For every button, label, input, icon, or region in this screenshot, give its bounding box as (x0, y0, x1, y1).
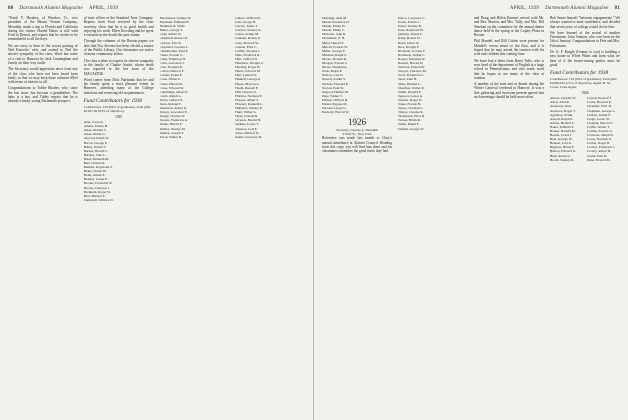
contributor-name: Campbell, Wallace D. (83, 197, 114, 202)
contributor-name: Rice, Dwight F. (398, 44, 420, 49)
contributor-name: Jones, Herbert W. (235, 130, 260, 135)
contributor-name: Cook, Walter P. (159, 77, 181, 82)
contributor-name: Miller, George F. (322, 48, 346, 53)
contributor-name: Harding, Roger B. (235, 65, 261, 70)
contributor-name: Adams, Emery B. (83, 124, 109, 129)
contributor-name: Reed, Albert N. (398, 40, 420, 45)
contributor-name: Sears, Paul H. (398, 77, 418, 82)
contributor-name: Page, Walter T. (322, 93, 343, 98)
contributor-name: Dewey, Lawrence E. (159, 110, 188, 115)
contributor-name: Porter, Edwin J. (398, 20, 420, 25)
contributor-name: Dunbar, Joseph T. (159, 130, 184, 135)
right-col4-para: Dr. G. F. Knight (Granny to you) is building a new house in White Plains and from what we hear of it the house-raising parties must be good. (550, 50, 620, 67)
contributor-name: Hunt, Walter G. (235, 110, 257, 115)
left-col-2 (84, 16, 154, 416)
contributor-name: Pratt, Raymond H. (398, 28, 424, 33)
contributor-name: Johnson, Carl E. (235, 126, 258, 131)
left-fund-year: 1925 (115, 115, 123, 120)
left-running-head (8, 6, 305, 14)
contributor-name: Osgood, Herbert B. (322, 89, 349, 94)
contributor-name: Dana, Everett M. (587, 157, 611, 162)
contributor-name: Sherman, Walter R. (398, 85, 425, 90)
contributor-name: Scott, Frederick G. (398, 73, 424, 78)
right-columns (322, 16, 620, 416)
left-fund-title: Fund Contributors for 1938 (83, 98, 142, 105)
contributor-name: Pierce, Lawrence C. (398, 16, 426, 20)
contributor-name: Arnold, Ralph E. (550, 116, 574, 121)
contributor-name: Hall, Clifford N. (235, 56, 258, 61)
right-page-number: 81 (614, 6, 620, 11)
contributor-name: Holmes, Norman E. (235, 93, 263, 98)
right-running-head (322, 6, 620, 14)
contributor-name: Moore, Donald K. (322, 56, 347, 61)
contributor-name: Hooper, Albert S. (235, 97, 260, 102)
contributor-name: Allen, Donald S. (83, 128, 107, 133)
contributor-name: Carlson, Eric N. (159, 40, 182, 45)
contributor-name: McAllister, E. B. (322, 36, 346, 41)
contributor-name: Blake, Walter H. (83, 169, 107, 174)
contributor-name: Crosby, Albert H. (587, 149, 611, 154)
contributor-name: Benson, Carl A. (550, 141, 572, 146)
right-fund-name-columns (550, 96, 620, 162)
contributor-name: Gill, George B. (235, 20, 257, 25)
contributor-name: Hamilton, Dwight S. (235, 61, 264, 66)
contributor-name: Hubbard, Stanley P. (235, 106, 263, 111)
contributor-name: Richards, Gordon T. (398, 48, 426, 53)
contributor-name: Hayes, Morton A. (235, 81, 260, 86)
contributor-name: Davis, Gilbert N. (159, 97, 183, 102)
contributor-name: Cobb, Lawrence J. (159, 61, 185, 66)
contributor-name: Curtis, Ralph G. (159, 93, 182, 98)
contributor-name: Nash, Roger P. (322, 69, 343, 74)
contributor-name: Carroll, Preston J. (587, 96, 612, 101)
contributor-name: Cotton, Roger B. (587, 141, 611, 146)
contributor-name: Bacon, George F. (83, 140, 108, 145)
contributor-name: Hart, Lyman W. (235, 73, 257, 78)
left-magazine-title: Dartmouth Alumni Magazine (19, 6, 83, 11)
contributor-name: Mitchell, Ralph S. (322, 52, 347, 57)
contributor-name: Eaton, Walter R. (159, 134, 182, 139)
contributor-name: Brown, Clarence J. (83, 185, 110, 190)
contributor-name: Crane, Harold D. (159, 81, 183, 86)
contributor-name: Heath, Russell F. (235, 85, 259, 90)
contributor-name: Bell, Charles R. (83, 160, 106, 165)
left-col-3 (160, 16, 230, 416)
contributor-name: Dean, Roland T. (159, 101, 182, 106)
left-col3-name-list (160, 16, 230, 139)
left-col2-para: of trust officer at the Standard Trust Company. Reports from Scott received by the class secretary show that he is in good health and enjoying his work. Ellen Dowding and he spent a vacation in the South this past winter. (83, 16, 154, 38)
contributor-name: Bartlett, John L. (83, 152, 106, 157)
right-fund-year: 1926 (581, 91, 589, 96)
class-secretary-byline: Secretary, Charles A. Meredith (336, 128, 378, 133)
left-col1-para: The Secretary would appreciate news from any of the class who have not been heard from lately, so that we may keep these columns filled with items of interest to all. (8, 67, 78, 85)
contributor-name: Stone, Everett B. (398, 101, 422, 106)
contributor-name: Gordon, Stanley K. (235, 28, 262, 33)
contributor-name: Jackson, Harold B. (235, 118, 262, 123)
contributor-name: Martin, Elmer D. (322, 24, 346, 29)
contributor-name: Stearns, Roger W. (398, 97, 423, 102)
contributor-name: Barker, Donald M. (550, 129, 576, 134)
right-col1-name-list (322, 16, 392, 114)
contributor-name: Jenkins, Lewis T. (235, 122, 259, 127)
left-col2-para: The class wishes to express its sincere sympathy to the family of Charlie Austin, whose death was reported in the last issue of the MAGAZINE. (83, 58, 154, 76)
contributor-name: Burnham, Edmund H. (159, 20, 190, 25)
left-col-4 (235, 16, 305, 416)
contributor-name: Robinson, Arthur L. (398, 52, 426, 57)
contributor-name: Gould, Arthur M. (235, 32, 259, 37)
contributor-name: Bigelow, Henry F. (550, 145, 575, 150)
left-page-number: 80 (8, 6, 14, 11)
contributor-name: Bushnell, R. Wells (159, 24, 185, 29)
contributor-name: Burnham, Roger W. (83, 189, 111, 194)
contributor-name: Tuttle, Ralph E. (398, 122, 420, 127)
contributor-name: Dodge, Charles W. (159, 114, 186, 119)
contributor-name: Chandler, Wm. D. (587, 104, 612, 109)
contributor-name: Corey, Norman E. (587, 137, 612, 142)
contributor-name: Hyde, Donald R. (235, 114, 259, 119)
contributor-name: Ames, Philip G. (83, 132, 106, 137)
contributor-name: Dudley, Wesley M. (159, 126, 186, 131)
contributor-name: Thayer, Charles R. (398, 110, 424, 115)
contributor-name: Upham, George W. (398, 126, 425, 131)
contributor-name: Campbell, Robert D. (159, 36, 188, 41)
right-col-1 (322, 16, 392, 416)
contributor-name: Gray, Howard W. (235, 40, 259, 45)
contributor-name: Allen, John R. (550, 100, 570, 105)
contributor-name: Haskell, George P. (235, 77, 261, 82)
contributor-name: Taylor, Norman C. (398, 106, 424, 111)
contributor-name: Mead, Harold T. (322, 40, 345, 45)
right-fund-name-list-b (587, 96, 620, 162)
class-year-heading: 1926 (348, 117, 366, 128)
contributor-name: Barton, Lewis J. (550, 133, 573, 138)
contributor-name: Griffin, Thomas J. (235, 48, 261, 53)
contributor-name: Manning, Alan M. (322, 16, 348, 20)
contributor-name: Anderson, Paul (550, 104, 571, 109)
contributor-name: Norton, Paul W. (322, 85, 344, 90)
right-col-2 (398, 16, 468, 416)
contributor-name: Sawyer, Clarence M. (398, 69, 427, 74)
contributor-name: Shaw, Herbert L. (398, 81, 422, 86)
contributor-name: Merrill, Francis W. (322, 44, 348, 49)
contributor-name: Blair, Robert L. (550, 153, 572, 158)
contributor-name: Hill, Chester D. (235, 89, 257, 94)
contributor-name: Abel, Carol A. (83, 120, 104, 125)
right-col4-para: We have learned of the arrival of another Fitzsimons, John Stanton, who was born on the 5th of January. Congratulations to Pete and Mrs. Fitzsimons. (550, 30, 620, 48)
contributor-name: Bennett, Raymond S. (83, 165, 113, 170)
contributor-name: Baker, William S. (550, 124, 575, 129)
right-col1-para: Reference was made last month to Clary's annual attendance at Alumni Council. Reading from this copy, you will find him there and his classmates remember the good times they had. (322, 136, 392, 154)
contributor-name: Clapp, Lester W. (587, 116, 610, 121)
right-page (314, 0, 628, 420)
contributor-name: Church, Arthur F. (587, 112, 611, 117)
contributor-name: Potter, Stanley B. (398, 24, 422, 29)
contributor-name: Butler, George T. (159, 28, 183, 33)
contributor-name: Chamberlain, Paul F. (159, 48, 189, 53)
left-col-1 (8, 16, 78, 416)
contributor-name: Morse, Wendell A. (322, 65, 348, 70)
right-fund-title: Fund Contributors for 1938 (550, 70, 609, 77)
contributor-name: Morgan, Everett L. (322, 61, 348, 66)
contributor-name: Clark, Winthrop H. (159, 56, 186, 61)
left-col1-para: Congratulations to Tubby Rhodes, who, since the last issue, has become a grandfather. The baby is a boy, and Tubby reports that he is already a husky young Dartmouth prospect. (8, 86, 78, 104)
contributor-name: Booth, Stanley R. (550, 157, 575, 162)
right-col3-para: A number of the men met at dinner during the Winter Carnival weekend in Hanover. It was a fine gathering and everyone present agreed that such meetings should be held more often. (474, 82, 544, 100)
left-fund-subtitle: Contributors: 159 (94% of graduates). Total gifts: $2,637.00 (93% of objective). (83, 105, 151, 114)
contributor-name: Maxwell, John R. (322, 32, 347, 37)
contributor-name: Howard, Kenneth L. (235, 101, 264, 106)
right-col-3 (474, 16, 544, 416)
left-col2-para: Word comes from Dick Fairbanks that he and his family spent a most pleasant winter in Hanover, attending many of the College functions and renewing old acquaintances. (83, 77, 154, 95)
right-issue-date: APRIL, 1939 (509, 6, 540, 11)
contributor-name: Dennison, Arthur K. (159, 106, 188, 111)
contributor-name: Thompson, Eliot D. (398, 114, 425, 119)
right-col2-name-list (398, 16, 468, 131)
right-col-4 (550, 16, 620, 416)
contributor-name: Keith, Lawrence D. (235, 134, 262, 139)
contributor-name: Carpenter, Gordon L. (159, 44, 189, 49)
contributor-name: Cowles, Frederick J. (587, 145, 615, 150)
contributor-name: Russell, Harold D. (398, 61, 424, 66)
contributor-name: Coffin, Walter T. (587, 124, 610, 129)
contributor-name: Nelson, Carl O. (322, 73, 344, 78)
contributor-name: Burchstead, Sydney W. (159, 16, 192, 20)
contributor-name: Sanborn, Edward P. (398, 65, 425, 70)
contributor-name: Peabody, Harold W. (322, 110, 350, 115)
left-columns (8, 16, 305, 416)
contributor-name: Tucker, Hollis R. (398, 118, 422, 123)
contributor-name: Barnes, Harold C. (83, 148, 109, 153)
contributor-name: Beal, George W. (550, 137, 573, 142)
contributor-name: Gilbert, William E. (235, 16, 262, 20)
contributor-name: Rogers, Kenneth W. (398, 56, 426, 61)
contributor-name: Atwood, Ralph W. (83, 136, 109, 141)
contributor-name: Parker, Eugene M. (322, 101, 348, 106)
contributor-name: Bond, Arthur E. (83, 173, 106, 178)
contributor-name: Andrews, Roger T. (550, 108, 576, 113)
contributor-name: Quimby, Ernest F. (398, 32, 423, 37)
left-issue-date: APRIL, 1939 (88, 6, 119, 11)
contributor-name: Clement, Harold C. (587, 120, 614, 125)
left-col1-para: "Frank Y. Hershey, of Windsor, Vt., vice president of the Mount Vernon Company, Meredith, made a trip to Florida and California during the winter. Harold Baker is still with Ford in Detroit, and reports that he wishes to be remembered to all the boys. (8, 16, 78, 42)
contributor-name: Harris, Edward M. (235, 69, 261, 74)
class-secretary-address: 9 Wall St., New York (342, 132, 372, 137)
contributor-name: Graham, Robert E. (235, 36, 261, 41)
contributor-name: Smith, Donald F. (398, 89, 422, 94)
contributor-name: Hale, Frederick R. (235, 52, 261, 57)
contributor-name: Cutler, Paul D. (587, 153, 608, 158)
contributor-name: Nichols, Howard E. (322, 81, 349, 86)
right-col3-para: We have had a letter from Harry Tully, who is now head of the department of English at a large school in Pennsylvania, and who sends word that he hopes to see many of the class at reunion. (474, 58, 544, 80)
contributor-name: Conant, Frank E. (159, 73, 183, 78)
contributor-name: Rand, Robert W. (398, 36, 421, 41)
right-fund-name-list-a (550, 96, 583, 162)
contributor-name: Marsh, Frederick D. (322, 20, 350, 25)
contributor-name: Spencer, Lester A. (398, 93, 423, 98)
right-magazine-title: Dartmouth Alumni Magazine (545, 6, 609, 11)
right-fund-subtitle: Contributors: 159 (90% of graduates). Total gifts: $2,890.00 (117% of objective). Agent: R. M. Lucas, Class Agent. (550, 77, 618, 90)
contributor-name: Colton, Herbert E. (159, 69, 185, 74)
contributor-name: Collins, Francis G. (587, 129, 613, 134)
contributor-name: Atkins, Herbert C. (550, 120, 576, 125)
left-col2-para: Through the columns of the Boston papers we note that Doc Stevens has been elected a trustee of the Public Library. Our classmates are active in many community affairs. (83, 39, 154, 57)
contributor-name: Bishop, Edward K. (550, 149, 576, 154)
contributor-name: Cole, Norman B. (159, 65, 183, 70)
contributor-name: Bailey, Edwin T. (83, 144, 107, 149)
contributor-name: Burr, Herbert F. (83, 193, 106, 198)
contributor-name: Carter, Howard E. (587, 100, 612, 105)
left-col4-name-list (235, 16, 305, 139)
right-col3-para: and Doug and Helen Emmert served with Mr. and Mrs. Marion, and Mrs. Tully, and Mrs. Bill Sheehan on the committee for the annual dinner dance held in the spring at the Copley Plaza in Boston. (474, 16, 544, 38)
contributor-name: Mason, Philip C. (322, 28, 345, 33)
contributor-name: Brooks, Frederick N. (83, 181, 113, 186)
contributor-name: Parsons, Lloyd G. (322, 106, 347, 111)
contributor-name: Chapman, George L. (587, 108, 616, 113)
contributor-name: Bates, Kenneth M. (83, 156, 110, 161)
contributor-name: Cross, Edward W. (159, 85, 184, 90)
contributor-name: Cady, Arthur W. (159, 32, 182, 37)
contributor-name: Appleton, Frank (550, 112, 573, 117)
contributor-name: Newell, Arthur S. (322, 77, 346, 82)
contributor-name: Glover, James T. (235, 24, 258, 29)
left-col1-para: We are sorry to hear of the recent passing of Ned Knowles' wife, and extend to Ned the sincere sympathy of the class. Word has come of a visit to Hanover by Jack Cunningham and family on their way south. (8, 43, 78, 65)
contributor-name: Chase, Everett S. (159, 52, 183, 57)
contributor-name: Drake, Harold P. (159, 122, 183, 127)
contributor-name: Cummings, Albert F. (159, 89, 188, 94)
contributor-name: Converse, Ralph K. (587, 133, 614, 138)
right-col4-para: Bob Smart himself "between engagements." We always wanted to meet confidence, and decided that seven years of college would do for him. (550, 16, 620, 29)
contributor-name: Abbott, Charles W. (550, 96, 576, 101)
contributor-name: Greene, Eliot C. (235, 44, 258, 49)
right-col3-para: Phil Mandel, and Bill Corbin were present for Mandel's recent return to the East, and it is hoped that he may attend the reunion with his wife and children this coming June. (474, 39, 544, 57)
contributor-name: Palmer, Clifford R. (322, 97, 348, 102)
contributor-name: Bradley, Lester P. (83, 177, 108, 182)
left-col2-name-list (84, 120, 154, 202)
contributor-name: Downs, Frederick A. (159, 118, 188, 123)
